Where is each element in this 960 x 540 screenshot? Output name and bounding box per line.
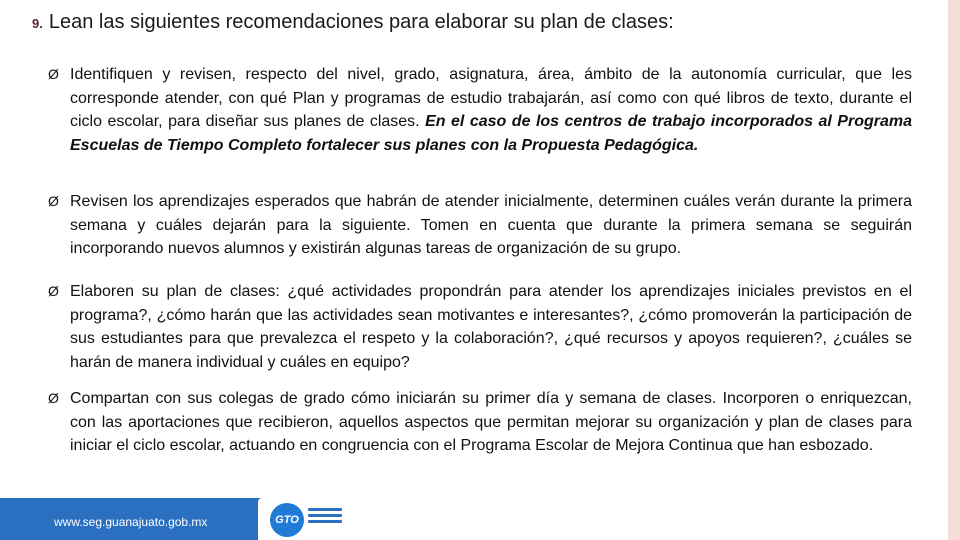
recommendation-text bbox=[70, 63, 912, 157]
instruction-title: Lean las siguientes recomendaciones para elaborar su plan de clases: bbox=[48, 11, 674, 33]
footer-url-link[interactable]: www.seg.guanajuato.gob.mx bbox=[54, 515, 208, 529]
side-accent-bar bbox=[948, 0, 960, 540]
recommendation-item-3 bbox=[48, 280, 912, 374]
recommendation-item-1 bbox=[48, 63, 912, 157]
logo-wordmark-icon bbox=[308, 508, 342, 530]
recommendation-text: Compartan con sus colegas de grado cómo iniciarán su primer día y semana de clases. Incorporen o enriquezcan, con las aportaciones que recibieron, aquellos aspectos que permitan mejorar su organización y plan de clases para iniciar el ciclo escolar, actuando en congruencia con el Programa Escolar de Mejora Continua que han esbozado. bbox=[70, 390, 912, 454]
instruction-number: 9. bbox=[32, 16, 43, 31]
recommendation-text-emphasis: En el caso de los centros de trabajo incorporados al Programa Escuelas de Tiempo Completo fortalecer sus planes con la Propuesta Pedagógica. bbox=[70, 113, 912, 154]
gto-logo-icon bbox=[270, 503, 304, 537]
recommendation-text: Elaboren su plan de clases: ¿qué actividades propondrán para atender los aprendizajes iniciales previstos en el programa?, ¿cómo harán que las actividades sean motivantes e interesantes?, ¿cómo promoverán la participación de sus estudiantes para que prevalezca el respeto y la colaboración?, ¿qué recursos y apoyos requieren?, ¿cuáles se harán de manera individual y cuáles en equipo? bbox=[70, 283, 912, 371]
recommendation-text-plain: Identifiquen y revisen, respecto del nivel, grado, asignatura, área, ámbito de la autonomía curricular, que les corresponde atender, con qué Plan y programas de estudio trabajarán, así como con qué libros de texto, durante el ciclo escolar, para diseñar sus planes de clases. bbox=[70, 66, 912, 130]
recommendation-item-4 bbox=[48, 387, 912, 458]
arrow-bullet-icon: Ø bbox=[48, 390, 59, 406]
recommendation-item-2 bbox=[48, 190, 912, 261]
arrow-bullet-icon: Ø bbox=[48, 193, 59, 209]
instruction-heading bbox=[32, 8, 912, 38]
arrow-bullet-icon: Ø bbox=[48, 66, 59, 82]
recommendation-text: Revisen los aprendizajes esperados que habrán de atender inicialmente, determinen cuáles verán durante la primera semana y cuáles dejarán para la siguiente. Tomen en cuenta que durante la primera semana se seguirán incorporando nuevos alumnos y existirán algunas tareas de organización de su grupo. bbox=[70, 193, 912, 257]
arrow-bullet-icon: Ø bbox=[48, 283, 59, 299]
gto-logo-text: GTO bbox=[275, 514, 299, 526]
